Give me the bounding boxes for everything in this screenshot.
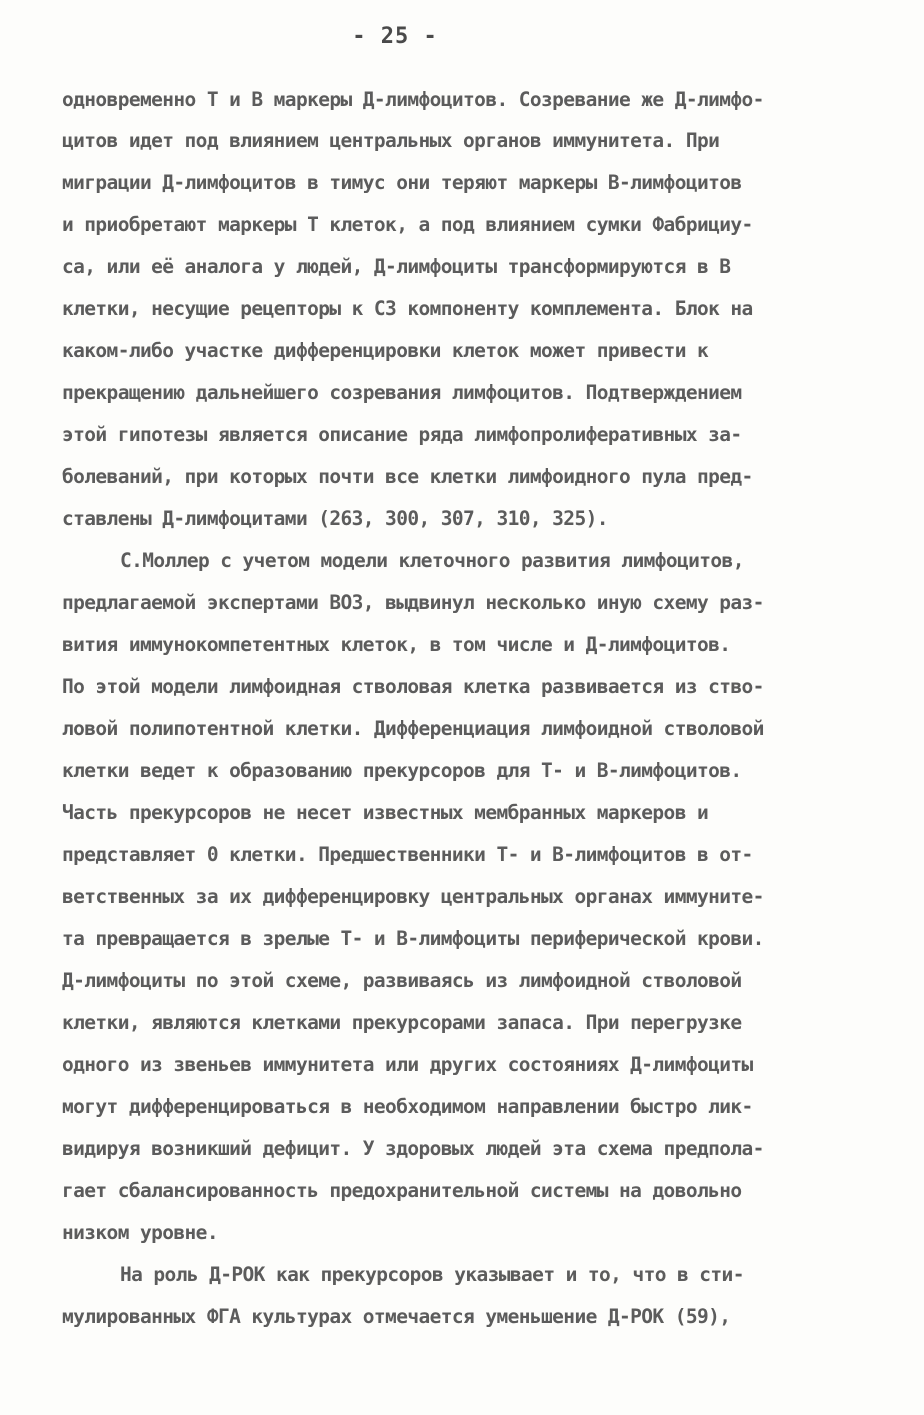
text-line: ловой полипотентной клетки. Дифференциация лимфоидной стволовой: [62, 717, 764, 740]
text-line: прекращению дальнейшего созревания лимфоцитов. Подтверждением: [62, 381, 742, 404]
text-line: мулированных ФГА культурах отмечается уменьшение Д-РОК (59),: [62, 1305, 731, 1328]
text-line: гает сбалансированность предохранительной системы на довольно: [62, 1179, 742, 1202]
text-line: клетки, являются клетками прекурсорами запаса. При перегрузке: [62, 1011, 742, 1034]
text-line: С.Моллер с учетом модели клеточного развития лимфоцитов,: [120, 549, 744, 572]
text-line: са, или её аналога у людей, Д-лимфоциты трансформируются в В: [62, 255, 731, 278]
text-line: По этой модели лимфоидная стволовая клетка развивается из ство-: [62, 675, 764, 698]
text-line: та превращается в зрелые Т- и В-лимфоциты периферической крови.: [62, 927, 764, 950]
text-line: одновременно Т и В маркеры Д-лимфоцитов. Созревание же Д-лимфо-: [62, 88, 764, 111]
text-line: каком-либо участке дифференцировки клеток может привести к: [62, 339, 709, 362]
text-line: одного из звеньев иммунитета или других состояниях Д-лимфоциты: [62, 1053, 753, 1076]
text-line: Д-лимфоциты по этой схеме, развиваясь из лимфоидной стволовой: [62, 969, 742, 992]
text-line: низком уровне.: [62, 1221, 218, 1244]
text-line: клетки ведет к образованию прекурсоров для Т- и В-лимфоцитов.: [62, 759, 742, 782]
text-line: Часть прекурсоров не несет известных мембранных маркеров и: [62, 801, 709, 824]
text-line: представляет 0 клетки. Предшественники Т- и В-лимфоцитов в от-: [62, 843, 753, 866]
text-line: На роль Д-РОК как прекурсоров указывает и то, что в сти-: [120, 1263, 744, 1286]
text-line: ставлены Д-лимфоцитами (263, 300, 307, 310, 325).: [62, 507, 608, 530]
page-number: - 25 -: [352, 24, 438, 49]
text-line: видируя возникший дефицит. У здоровых людей эта схема предпола-: [62, 1137, 764, 1160]
text-line: и приобретают маркеры Т клеток, а под влиянием сумки Фабрициу-: [62, 213, 753, 236]
text-line: вития иммунокомпетентных клеток, в том числе и Д-лимфоцитов.: [62, 633, 731, 656]
text-line: этой гипотезы является описание ряда лимфопролиферативных за-: [62, 423, 742, 446]
text-line: цитов идет под влиянием центральных органов иммунитета. При: [62, 129, 720, 152]
text-line: миграции Д-лимфоцитов в тимус они теряют маркеры В-лимфоцитов: [62, 171, 742, 194]
text-line: ветственных за их дифференцировку центральных органах иммуните-: [62, 885, 764, 908]
text-line: клетки, несущие рецепторы к С3 компоненту комплемента. Блок на: [62, 297, 753, 320]
text-line: болеваний, при которых почти все клетки лимфоидного пула пред-: [62, 465, 753, 488]
text-line: могут дифференцироваться в необходимом направлении быстро лик-: [62, 1095, 753, 1118]
text-line: предлагаемой экспертами ВОЗ, выдвинул несколько иную схему раз-: [62, 591, 764, 614]
